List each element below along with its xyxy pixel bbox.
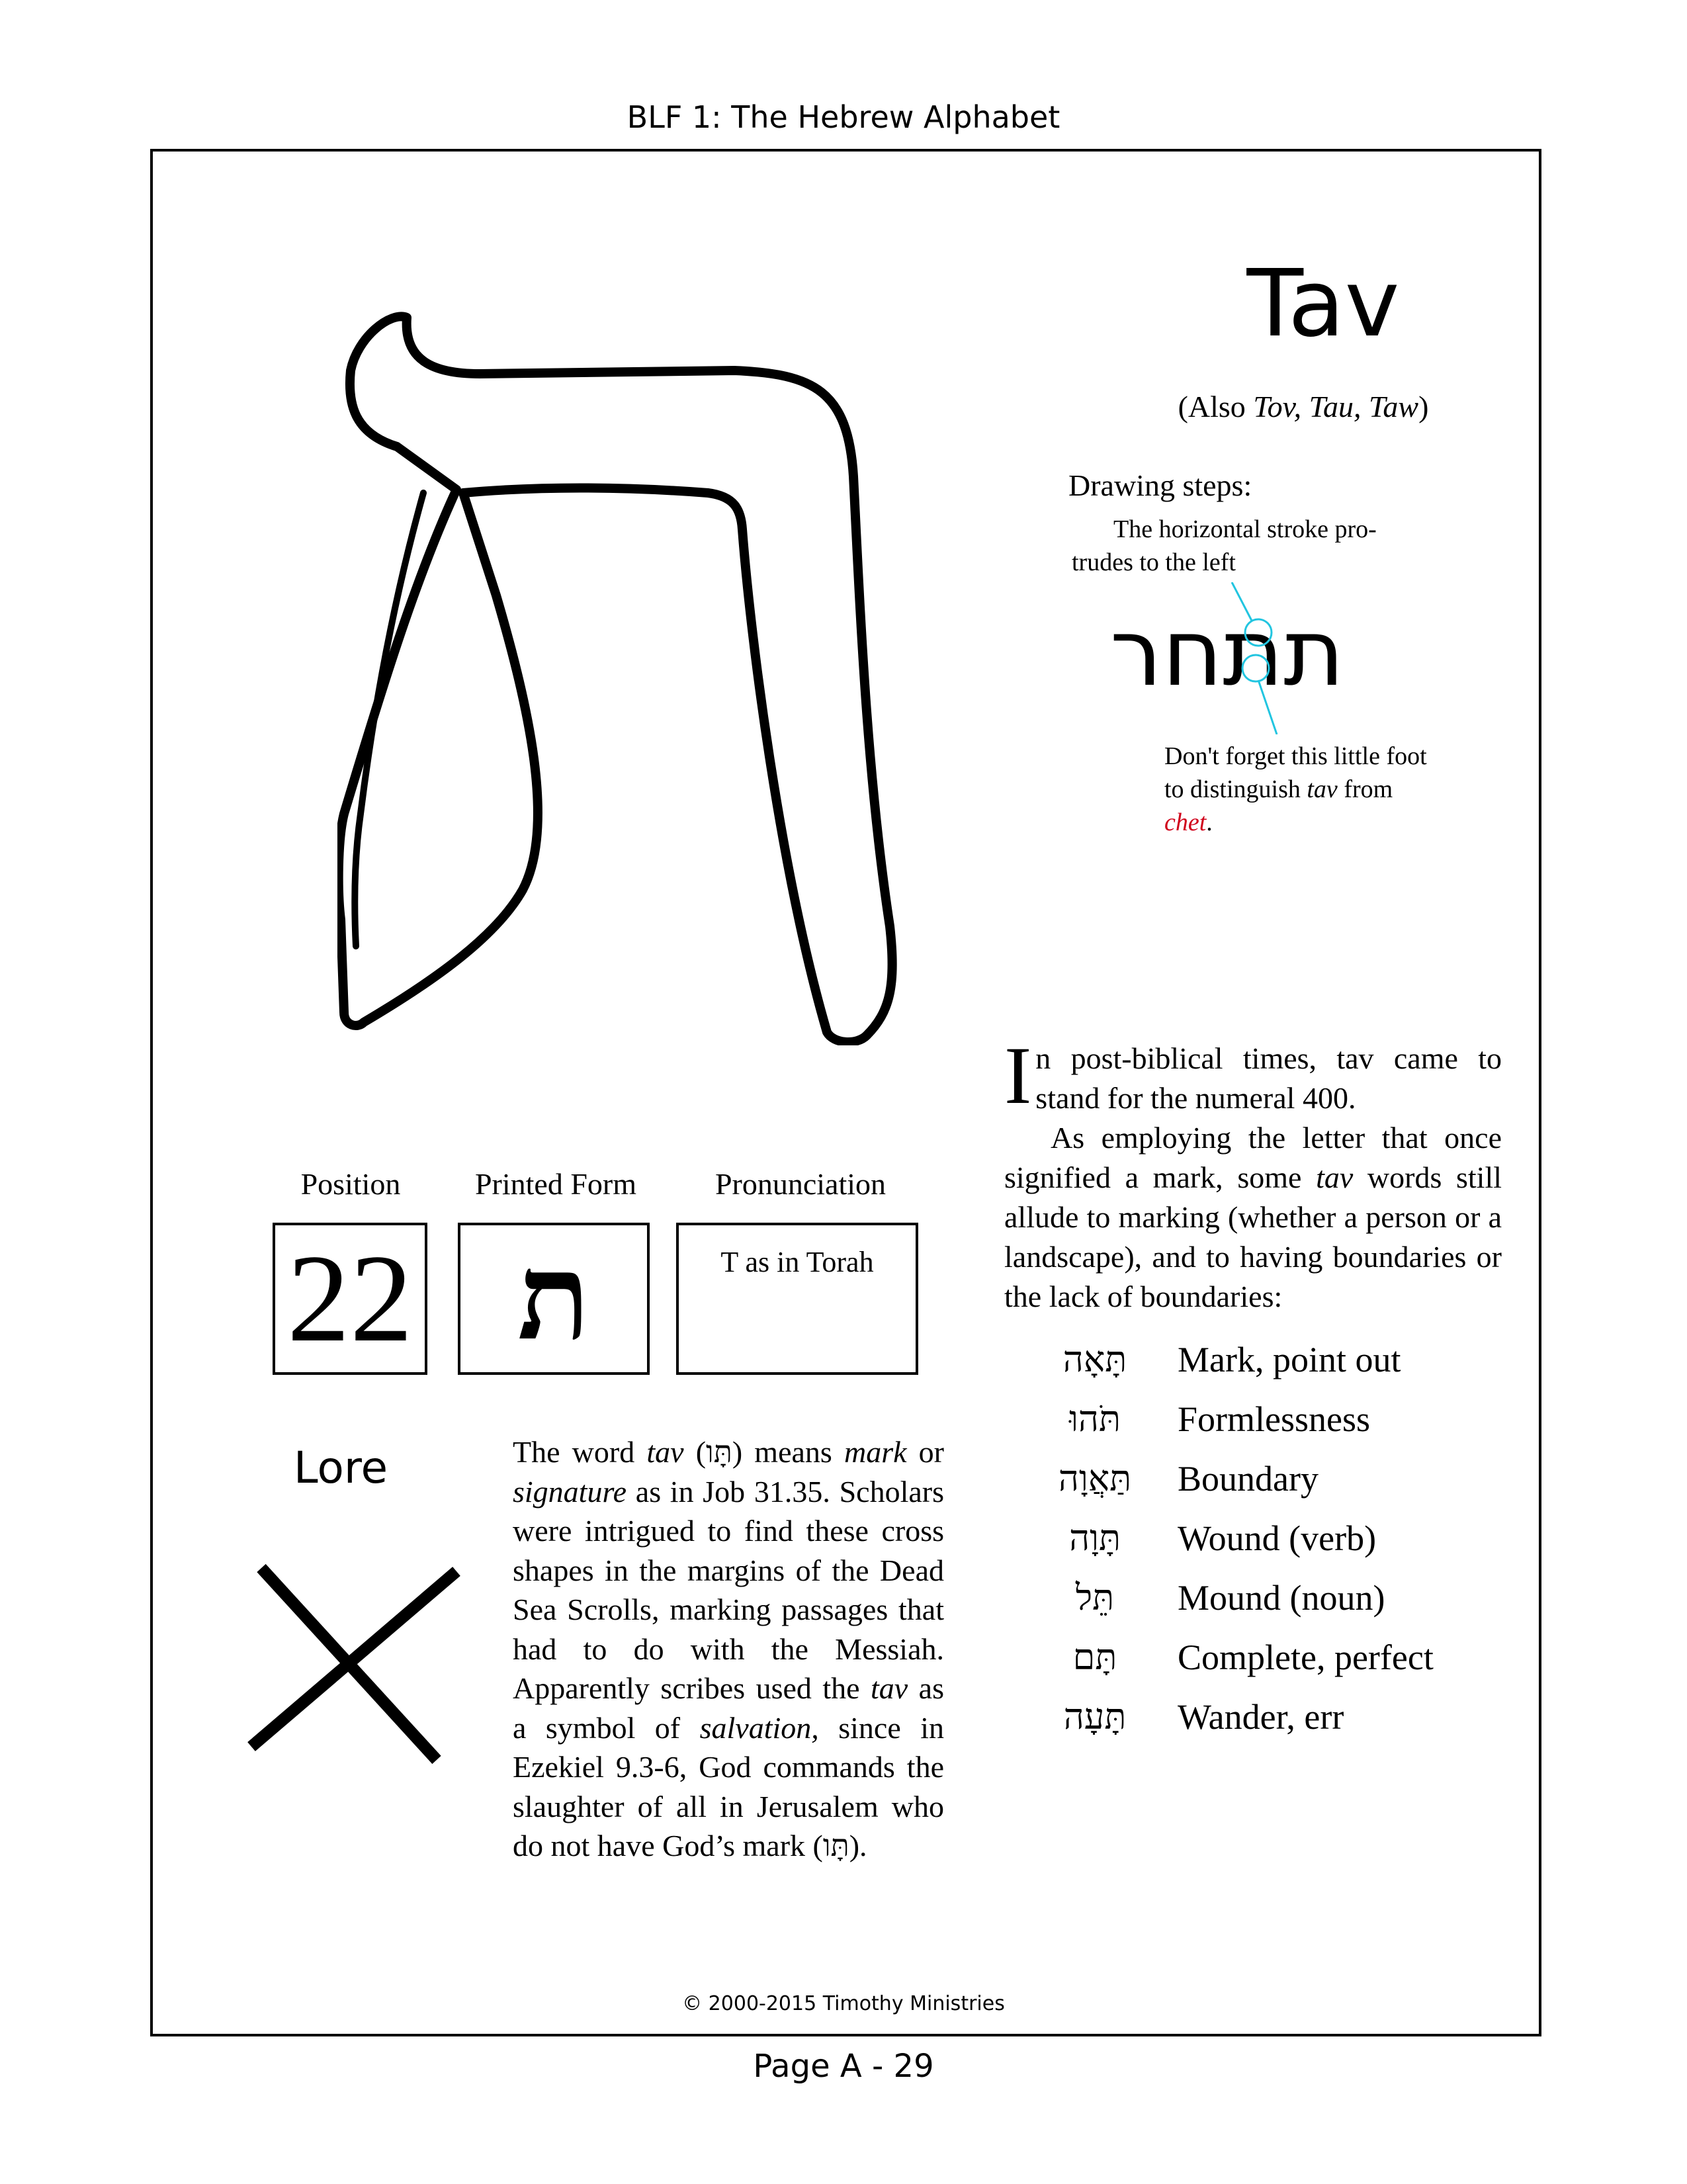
lore-term: signature <box>513 1474 627 1508</box>
vocab-hebrew: תָּם <box>1072 1638 1117 1677</box>
lore-text: or <box>906 1435 944 1469</box>
callout-top-line-1: The horizontal stroke pro- <box>1113 515 1377 543</box>
lore-text: since in Ezekiel 9.3-6, God commands the slaughter of all in Jerusalem who do not have God’s mark (תָּו). <box>513 1710 945 1862</box>
callout-bottom-line-3 <box>1164 806 1495 839</box>
alternate-names-suffix: ) <box>1418 390 1429 423</box>
drawing-steps-heading: Drawing steps: <box>1068 468 1252 502</box>
lore-text: (תָּו) means <box>683 1435 844 1469</box>
vocab-row <box>1045 1449 1508 1508</box>
vocab-hebrew: תָּעָה <box>1063 1697 1127 1737</box>
callout-term-chet: chet <box>1164 808 1207 836</box>
position-box <box>273 1223 427 1375</box>
vocab-hebrew: תַּאֲוָה <box>1058 1459 1132 1499</box>
callout-horizontal-stroke <box>1072 513 1429 579</box>
vocab-hebrew-cell <box>1045 1637 1178 1678</box>
vocab-hebrew-cell <box>1045 1458 1178 1499</box>
callout-period: . <box>1206 808 1213 836</box>
vocab-hebrew-cell <box>1045 1339 1178 1380</box>
lore-term: salvation, <box>699 1710 819 1745</box>
printed-form-box <box>458 1223 650 1375</box>
vocab-hebrew-cell <box>1045 1577 1178 1618</box>
callout-little-foot <box>1164 740 1495 839</box>
position-label: Position <box>300 1167 401 1201</box>
vocab-hebrew: תֹּהוּ <box>1069 1399 1121 1439</box>
large-tav-letter-outline <box>337 311 913 1045</box>
vocab-english: Mark, point out <box>1178 1340 1401 1379</box>
copyright-notice: © 2000-2015 Timothy Ministries <box>682 1992 1005 2015</box>
drawing-steps-figure <box>1085 582 1369 734</box>
vocab-row <box>1045 1687 1508 1747</box>
pronunciation-box <box>676 1223 918 1375</box>
printed-form-label: Printed Form <box>474 1167 637 1201</box>
intro-p2 <box>1004 1118 1502 1317</box>
callout-bottom-line-1: Don't forget this little foot <box>1164 742 1427 770</box>
alternate-names <box>1072 389 1535 424</box>
vocab-row <box>1045 1508 1508 1568</box>
drop-cap: I <box>1004 1030 1032 1121</box>
alternate-names-prefix: (Also <box>1178 390 1254 423</box>
intro-p2-term: tav <box>1316 1160 1354 1194</box>
vocab-row <box>1045 1568 1508 1628</box>
callout-text: to distinguish <box>1164 775 1307 803</box>
vocab-row <box>1045 1389 1508 1449</box>
lore-text: as in Job 31.35. Scholars were intrigued to find these cross shapes in the margins of the Dead Sea Scrolls, marking passages that had to do with the Messiah. Apparently scribes used the <box>513 1474 944 1705</box>
cross-mark-icon <box>245 1555 463 1773</box>
lore-term: tav <box>871 1671 908 1705</box>
lore-text: as a symbol of <box>513 1671 944 1745</box>
vocab-hebrew-cell <box>1045 1399 1178 1440</box>
lore-term: mark <box>844 1435 907 1469</box>
callout-top-line-2: trudes to the left <box>1072 548 1236 576</box>
vocab-hebrew-cell <box>1045 1518 1178 1559</box>
pronunciation-label: Pronunciation <box>714 1167 887 1201</box>
pronunciation-value: T as in Torah <box>720 1246 874 1278</box>
callout-bottom-line-2 <box>1164 773 1495 806</box>
vocab-english: Formlessness <box>1178 1399 1371 1439</box>
lore-text: The word <box>513 1435 647 1469</box>
intro-p2-text: words still allude to marking (whether a person or a landscape), and to having boundaries or the lack of boundaries: <box>1004 1160 1502 1313</box>
callout-text: from <box>1337 775 1393 803</box>
vocab-row <box>1045 1330 1508 1389</box>
page-number: Page A - 29 <box>753 2048 934 2085</box>
vocab-hebrew: תֵּל <box>1075 1578 1115 1618</box>
running-header: BLF 1: The Hebrew Alphabet <box>627 99 1060 135</box>
position-value: 22 <box>287 1229 413 1368</box>
callout-term-tav: tav <box>1307 775 1338 803</box>
vocabulary-list <box>1045 1330 1508 1747</box>
vocab-hebrew: תָּאָה <box>1062 1340 1127 1379</box>
drawing-steps-letters: תתחר <box>1109 599 1345 707</box>
lore-paragraph <box>513 1432 944 1866</box>
vocab-row <box>1045 1628 1508 1687</box>
intro-p1: n post-biblical times, tav came to stand for the numeral 400. <box>1035 1041 1502 1115</box>
vocab-english: Wound (verb) <box>1178 1518 1377 1558</box>
vocab-english: Complete, perfect <box>1178 1638 1434 1677</box>
lore-heading: Lore <box>293 1442 388 1493</box>
vocab-hebrew: תָּוָה <box>1069 1518 1121 1558</box>
intro-p2-text: As employing the letter that once signified a mark, some <box>1004 1121 1502 1194</box>
lore-term: tav <box>646 1435 684 1469</box>
vocab-english: Mound (noun) <box>1178 1578 1385 1618</box>
alternate-names-list: Tov, Tau, Taw <box>1253 390 1419 423</box>
vocab-english: Boundary <box>1178 1459 1319 1499</box>
vocab-english: Wander, err <box>1178 1697 1344 1737</box>
vocab-hebrew-cell <box>1045 1696 1178 1737</box>
letter-title: Tav <box>1246 250 1400 358</box>
printed-form-value: ת <box>517 1233 590 1364</box>
intro-paragraph <box>1004 1030 1502 1317</box>
